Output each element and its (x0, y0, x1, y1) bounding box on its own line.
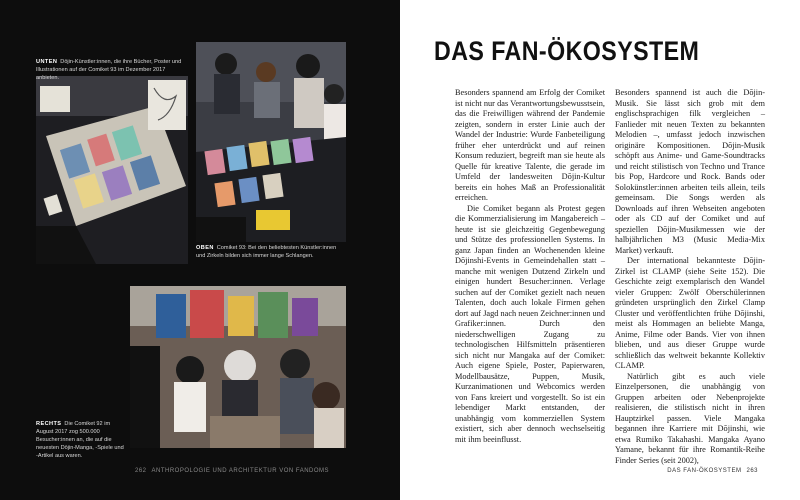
paragraph: Besonders spannend ist auch die Dōjin-Musik. Sie lässt sich grob mit dem englischsprachigen filk vergleichen – Fanlieder mit neuen Texten zu bekannten Melodien –, umfasst jedoch inzwischen originäre Kompositionen. Dōjin-Musik schöpft aus Anime- und Game-Soundtracks und reicht stilistisch von Techno und Trance bis Pop, Hardcore und Rock. Bands oder Solokünstler:innen arbeiten teils allein, teils gemeinsam. Die Songs werden als Downloads auf ihren Webseiten angeboten oder als CD auf der Comiket und auf speziellen Dōjin-Musikmessen wie der halbjährlichen M3 (Music Media-Mix Market) verkauft. (615, 88, 765, 255)
caption-middle (196, 244, 346, 260)
caption-bottom (36, 420, 126, 460)
paragraph: Die Comiket begann als Protest gegen die Kommerzialisierung im Mangabereich – heute ist sie gleichzeitig Gegenbewegung und Stütze des professionellen Systems. In ganz Japan finden an Wochenenden kleine Dōjinshi-Events in Gemeindehallen statt – manche mit wenigen Dutzend Zirkeln und einigen hundert Besucher:innen. Verlage suchen auf der Comiket gezielt nach neuen Talenten, doch auch lokale Firmen gehen dort auf Jagd nach neuen Zeichner:innen und Grafiker:innen. Durch den niederschwelligen Zugang zu technologischen Hilfsmitteln präsentieren sich nicht nur Mangaka auf der Comiket: Auch eigene Spiele, Poster, Papierwaren, Modellbausätze, Puppen, Musik, Kurzanimationen und Webcomics werden von Fans kreiert und vorgestellt. So ist ein lebendiger Markt entstanden, der unabhängig vom kommerziellen System existiert, sich aber dennoch wechselseitig mit ihm beeinflusst. (455, 203, 605, 444)
paragraph: Besonders spannend am Erfolg der Comiket ist nicht nur das Verantwortungsbewusstsein, das die Freiwilligen während der Pandemie zeigten, sondern in erster Linie auch der Wandel der Industrie: Wurde Fanbeteiligung früher eher unterdrückt und auf reinen Konsum reduziert, begreift man sie heute als Quelle für kreative Talente, die gerade im Umfeld der landesweiten Dōjin-Kultur bereits ein hohes Maß an Professionalität erreichen. (455, 88, 605, 202)
page-title: DAS FAN-ÖKOSYSTEM (434, 36, 700, 66)
caption-top (36, 58, 186, 82)
running-title-left: ANTHROPOLOGIE UND ARCHITEKTUR VON FANDOMS (151, 468, 330, 474)
caption-top-text: Dōjin-Künstler:innen, die ihre Bücher, Poster und Illustrationen auf der Comiket 93 im Dezember 2017 anbieten. (36, 59, 182, 81)
photo-dojin-table (36, 76, 188, 264)
caption-middle-label: OBEN (196, 245, 214, 251)
caption-top-label: UNTEN (36, 59, 58, 65)
caption-bottom-text: Die Comiket 92 im August 2017 zog 500.000 Besucher:innen an, die auf die neuesten Dōjin-Manga, -Spiele und -Artikel aus waren. (36, 421, 124, 459)
text-column-1 (455, 88, 605, 445)
photo-comiket-wide-image (130, 286, 346, 448)
photo-dojin-table-image (36, 76, 188, 264)
page-number-left: 262 (135, 468, 147, 474)
paragraph: Der international bekannteste Dōjin-Zirkel ist CLAMP (siehe Seite 152). Die Geschichte zeigt exemplarisch den Wandel vieler Gruppen: Zwölf Oberschülerinnen gründeten ursprünglich den Zirkel Clamp Cluster und veröffentlichten frühe Dōjinshi, meist als Hommagen an beliebte Manga, Anime, Filme oder Bands. Vier von ihnen blieben, und aus dieser Gruppe wurde schließlich das weltweit bekannte Kollektiv CLAMP. (615, 256, 765, 370)
photo-comiket-crowd-image (196, 42, 346, 242)
right-page (400, 0, 800, 500)
caption-bottom-label: RECHTS (36, 421, 62, 427)
photo-comiket-crowd (196, 42, 346, 242)
folio-right (667, 468, 763, 474)
text-column-2 (615, 88, 765, 466)
page-number-right: 263 (746, 468, 758, 474)
paragraph: Natürlich gibt es auch viele Einzelpersonen, die unabhängig von Gruppen arbeiten oder Nebenprojekte realisieren, die stilistisch nicht in ihren Hauptzirkel passen. Viele Mangaka begannen ihre Karriere mit Dōjinshi, wie etwa Rumiko Takahashi. Mangaka Ayano Yamane, bekannt für ihre Romantik-Reihe Finder Series (seit 2002), (615, 371, 765, 465)
caption-middle-text: Comiket 93: Bei den beliebtesten Künstler:innen und Zirkeln bilden sich immer lange Schlangen. (196, 245, 337, 259)
folio-left (130, 468, 329, 474)
running-title-right: DAS FAN-ÖKOSYSTEM (667, 468, 742, 474)
photo-comiket-wide (130, 286, 346, 448)
